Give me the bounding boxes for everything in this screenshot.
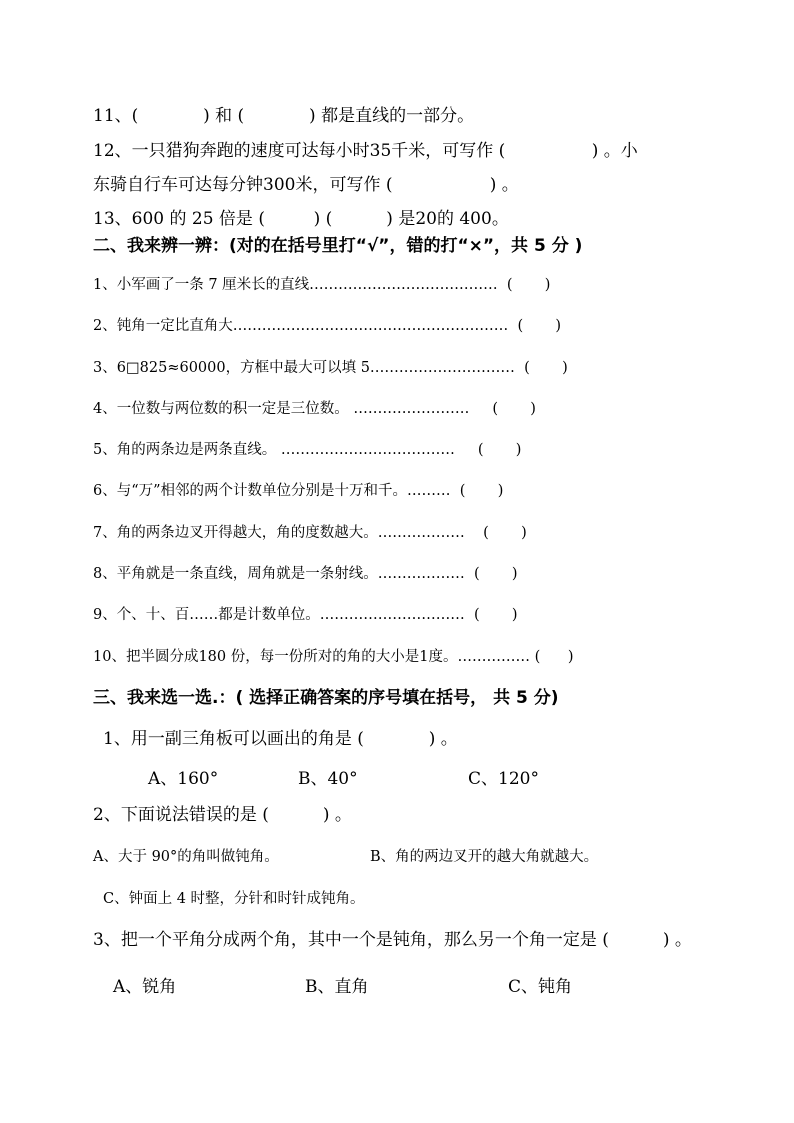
- q3-option-c: C、钝角: [508, 977, 573, 997]
- choice-question-3: 3、把一个平角分成两个角，其中一个是钝角，那么另一个角一定是 ( ) 。: [93, 930, 692, 950]
- judge-item-9: 9、个、十、百……都是计数单位。………………………… ( ): [93, 607, 518, 623]
- q1-option-a: A、160°: [148, 769, 219, 789]
- judge-item-2: 2、钝角一定比直角大………………………………………………… ( ): [93, 318, 562, 334]
- judge-item-10: 10、把半圆分成180 份，每一份所对的角的大小是1度。…………… ( ): [93, 649, 574, 665]
- judge-item-1: 1、小军画了一条 7 厘米长的直线………………………………… ( ): [93, 277, 551, 293]
- q1-option-b: B、40°: [298, 769, 358, 789]
- judge-item-4: 4、一位数与两位数的积一定是三位数。 …………………… ( ): [93, 401, 536, 417]
- judge-item-3: 3、6□825≈60000，方框中最大可以填 5………………………… ( ): [93, 360, 568, 376]
- choice-question-2: 2、下面说法错误的是 ( ) 。: [93, 805, 352, 825]
- judge-item-5: 5、角的两条边是两条直线。 ……………………………… ( ): [93, 442, 522, 458]
- q2-option-a: A、大于 90°的角叫做钝角。: [93, 849, 279, 865]
- q3-option-b: B、直角: [305, 977, 369, 997]
- judge-item-6: 6、与“万”相邻的两个计数单位分别是十万和千。……… ( ): [93, 483, 504, 499]
- judge-item-8: 8、平角就是一条直线，周角就是一条射线。……………… ( ): [93, 566, 518, 582]
- choice-question-1: 1、用一副三角板可以画出的角是 ( ) 。: [103, 729, 458, 749]
- judge-item-7: 7、角的两条边叉开得越大，角的度数越大。……………… ( ): [93, 525, 527, 541]
- section-2-title: 二、我来辨一辨：(对的在括号里打“√”，错的打“×”，共 5 分 ): [93, 236, 583, 256]
- q2-option-c: C、钟面上 4 时整，分针和时针成钝角。: [103, 891, 365, 907]
- q2-option-b: B、角的两边叉开的越大角就越大。: [370, 849, 599, 865]
- q1-option-c: C、120°: [468, 769, 539, 789]
- section-3-title: 三、我来选一选.：( 选择正确答案的序号填在括号， 共 5 分): [93, 688, 559, 708]
- question-12-line2: 东骑自行车可达每分钟300米，可写作 ( ) 。: [93, 175, 519, 195]
- question-12-line1: 12、一只猎狗奔跑的速度可达每小时35千米，可写作 ( ) 。小: [93, 141, 638, 161]
- q3-option-a: A、锐角: [113, 977, 177, 997]
- question-13: 13、600 的 25 倍是 ( ) ( ) 是20的 400。: [93, 209, 509, 229]
- question-11: 11、( ) 和 ( ) 都是直线的一部分。: [93, 106, 475, 126]
